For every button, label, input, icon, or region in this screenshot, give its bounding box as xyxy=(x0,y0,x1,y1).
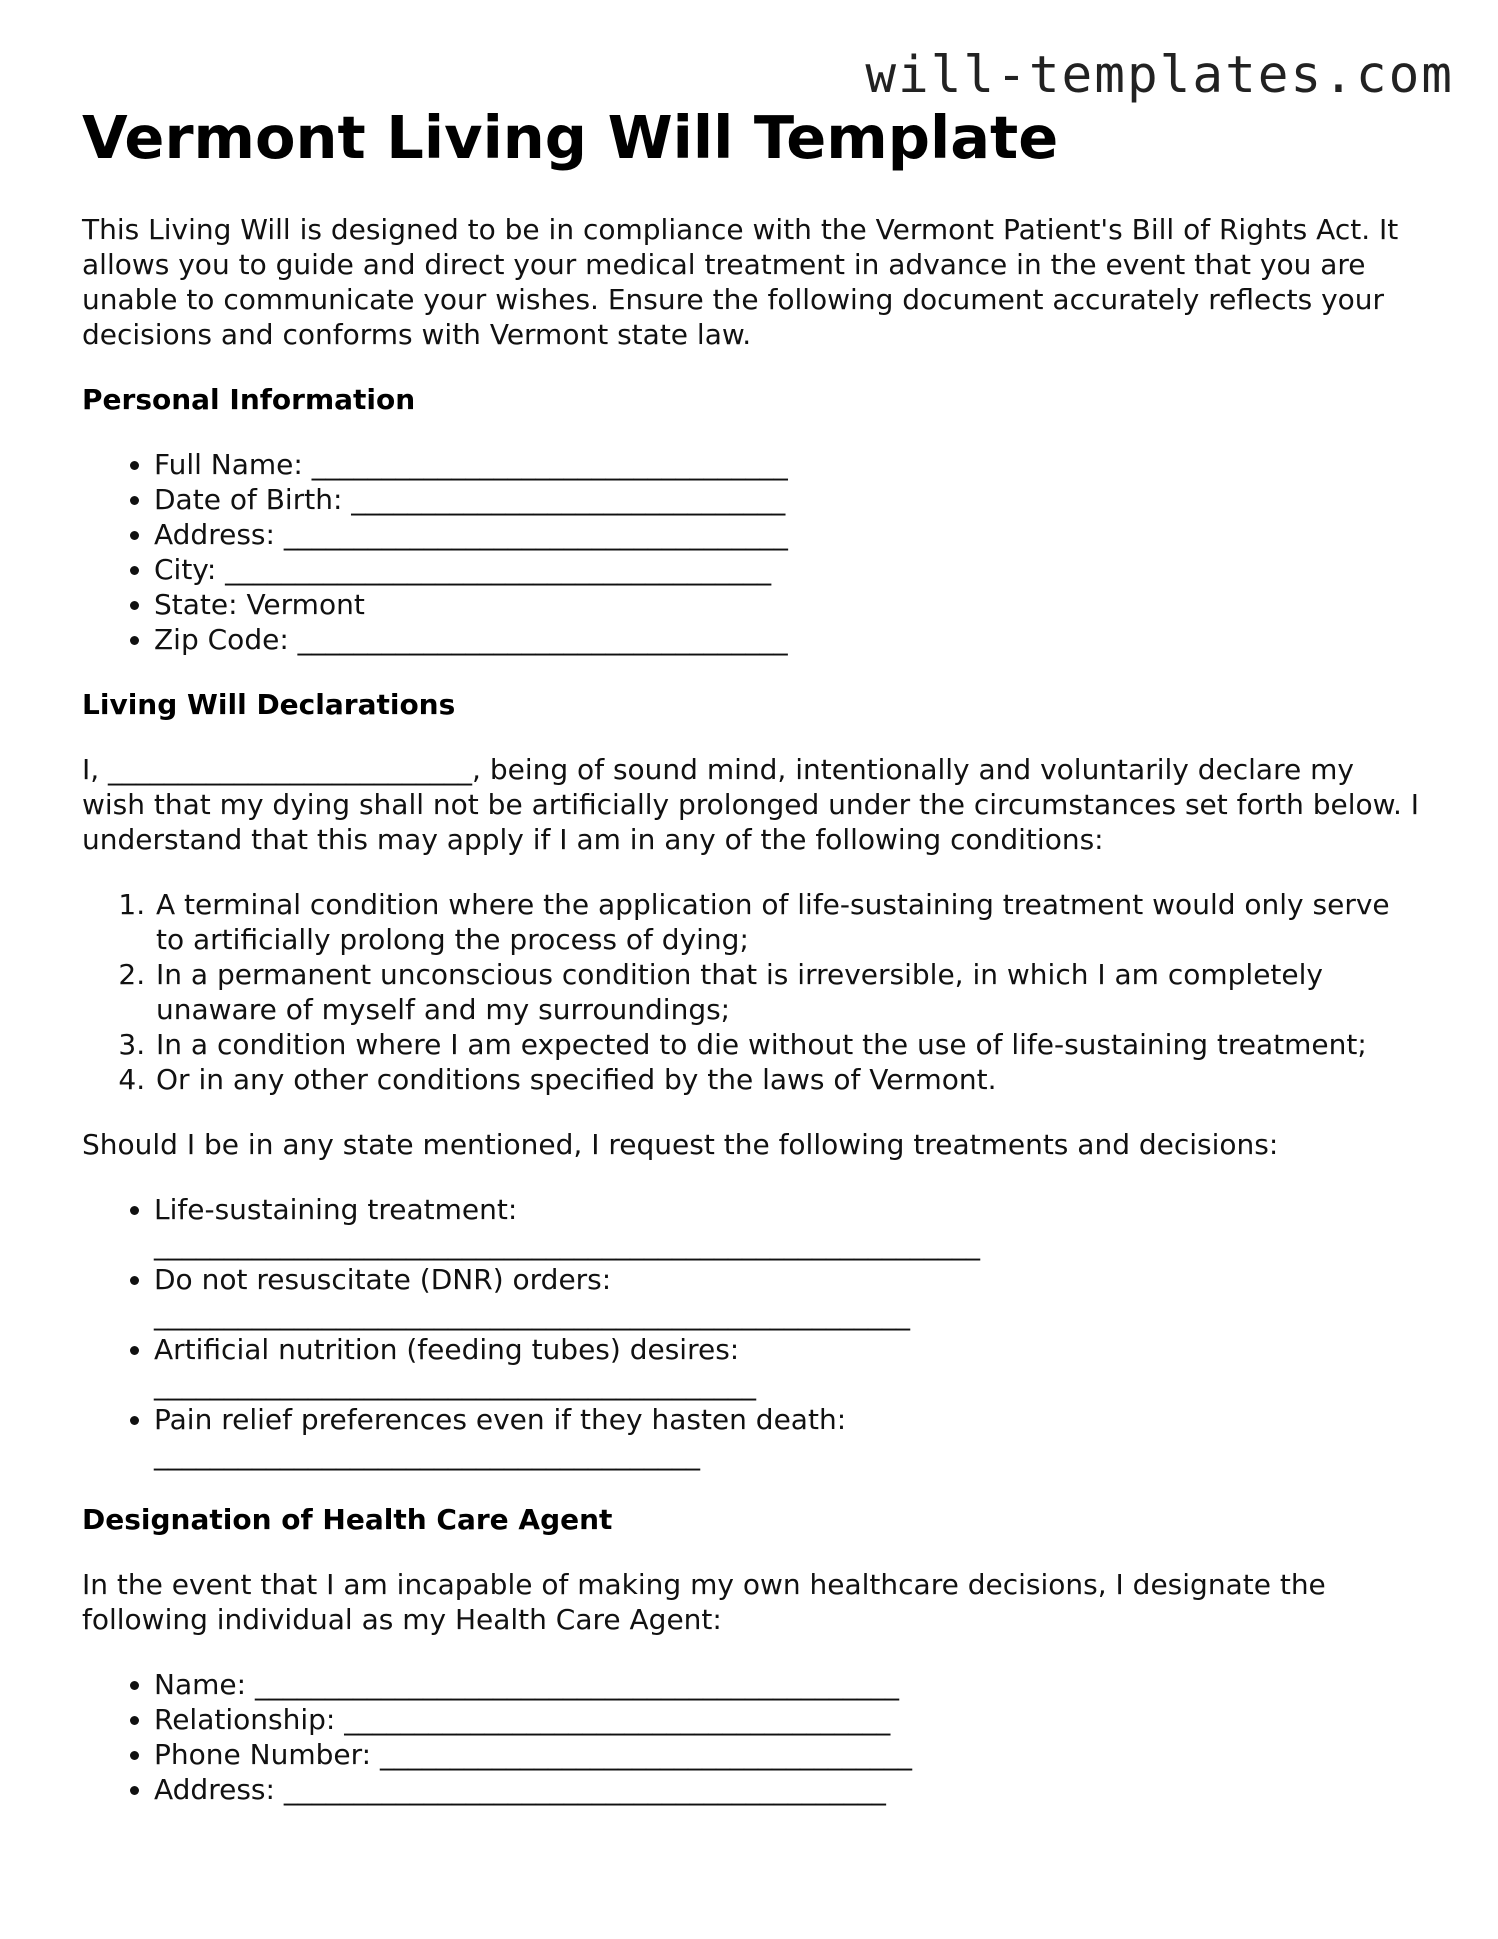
document-page xyxy=(82,104,1422,1837)
treatment-blank-line: ___________________________________________________________ xyxy=(154,1227,980,1261)
treatment-item-nutrition xyxy=(154,1332,1422,1402)
personal-info-heading: Personal Information xyxy=(82,382,416,416)
agent-phone-field: • Phone Number: ______________________________________ xyxy=(154,1737,1422,1772)
treatment-label: Artificial nutrition (feeding tubes) desires: xyxy=(154,1332,740,1366)
agent-relationship-field: • Relationship: _______________________________________ xyxy=(154,1702,1422,1737)
conditions-list xyxy=(82,887,1422,1097)
condition-item: 2. In a permanent unconscious condition that is irreversible, in which I am completely unaware of myself and my surroundings; xyxy=(154,957,1422,1027)
treatment-label: Pain relief preferences even if they hasten death: xyxy=(154,1402,847,1436)
site-watermark: will-templates.com xyxy=(865,46,1454,105)
condition-item: 3. In a condition where I am expected to die without the use of life-sustaining treatment; xyxy=(154,1027,1422,1062)
request-paragraph: Should I be in any state mentioned, I request the following treatments and decisions: xyxy=(82,1127,1279,1161)
agent-name-field: • Name: ______________________________________________ xyxy=(154,1667,1422,1702)
treatment-blank-line: _______________________________________ xyxy=(154,1437,700,1471)
treatment-label: Do not resuscitate (DNR) orders: xyxy=(154,1262,612,1296)
declaration-paragraph: I, __________________________, being of sound mind, intentionally and voluntarily declare my wish that my dying shall not be artificially prolonged under the circumstances set forth below. I understand that this may apply if I am in any of the following conditions: xyxy=(82,752,1420,856)
city-field: • City: _______________________________________ xyxy=(154,552,1422,587)
treatment-label: Life-sustaining treatment: xyxy=(154,1192,518,1226)
agent-address-field: • Address: ___________________________________________ xyxy=(154,1772,1422,1807)
zip-code-field: • Zip Code: ___________________________________ xyxy=(154,622,1422,657)
address-field: • Address: ____________________________________ xyxy=(154,517,1422,552)
page-title: Vermont Living Will Template xyxy=(82,103,1059,172)
treatments-list xyxy=(82,1192,1422,1472)
date-of-birth-field: • Date of Birth: _______________________________ xyxy=(154,482,1422,517)
treatment-item-pain-relief xyxy=(154,1402,1422,1472)
treatment-blank-line: ______________________________________________________ xyxy=(154,1297,910,1331)
condition-item: 4. Or in any other conditions specified by the laws of Vermont. xyxy=(154,1062,1422,1097)
agent-info-list xyxy=(82,1667,1422,1807)
treatment-item-life-sustaining xyxy=(154,1192,1422,1262)
personal-info-list xyxy=(82,447,1422,657)
treatment-item-dnr xyxy=(154,1262,1422,1332)
condition-item: 1. A terminal condition where the application of life-sustaining treatment would only serve to artificially prolong the process of dying; xyxy=(154,887,1422,957)
agent-paragraph: In the event that I am incapable of making my own healthcare decisions, I designate the following individual as my Health Care Agent: xyxy=(82,1567,1326,1636)
state-field: • State: Vermont xyxy=(154,587,1422,622)
treatment-blank-line: ___________________________________________ xyxy=(154,1367,756,1401)
intro-paragraph: This Living Will is designed to be in compliance with the Vermont Patient's Bill of Rights Act. It allows you to guide and direct your medical treatment in advance in the event that you are unable to communicate your wishes. Ensure the following document accurately reflects your decisions and conforms with Vermont state law. xyxy=(82,212,1399,351)
declarations-heading: Living Will Declarations xyxy=(82,687,456,721)
agent-heading: Designation of Health Care Agent xyxy=(82,1502,613,1536)
full-name-field: • Full Name: __________________________________ xyxy=(154,447,1422,482)
